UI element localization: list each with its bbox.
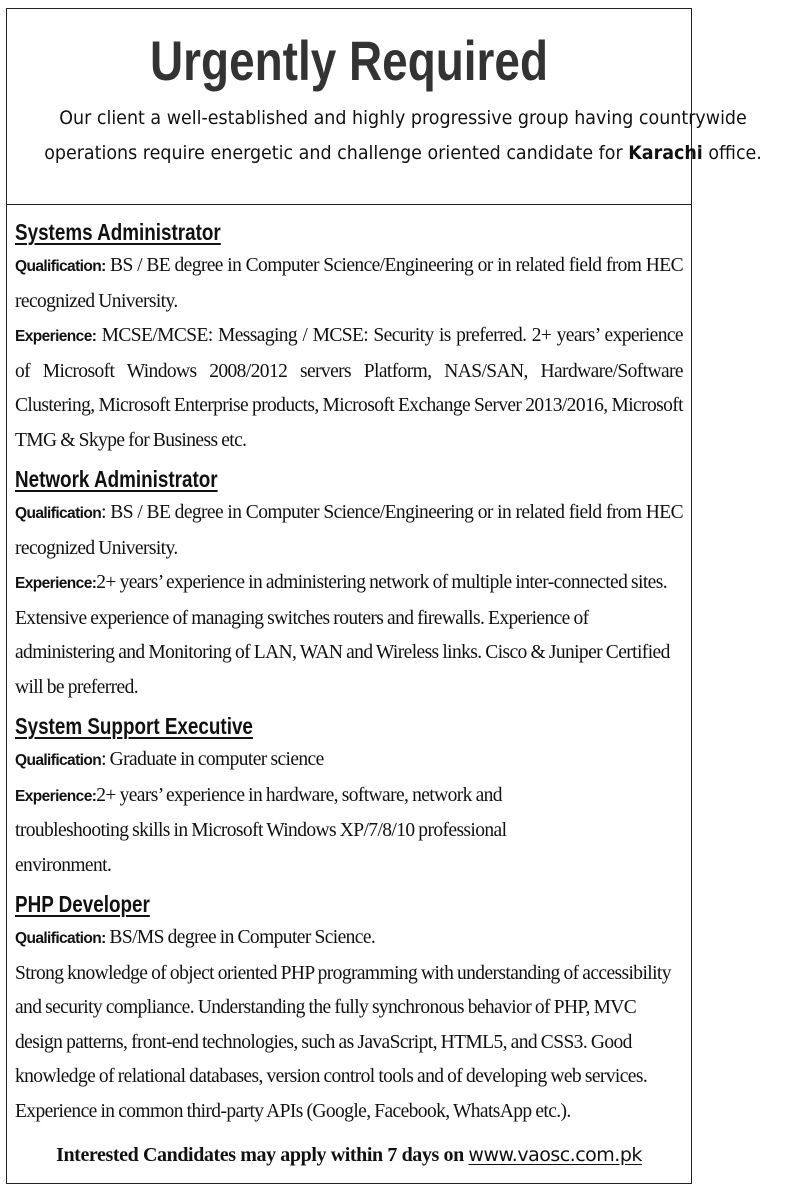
qualification [15, 921, 683, 957]
experience [15, 566, 683, 602]
job-description: Strong knowledge of object oriented PHP programming with understanding of accessibility and security compliance. Understanding the fully synchronous behavior of PHP, MVC design patterns, front-end technologies, such as JavaScript, HTML5, and CSS3. Good knowledge of relational databases, version control tools and of developing web services. Experience in common third-party APIs (Google, Facebook, WhatsApp etc.). [15, 962, 671, 1122]
job-systems-administrator [15, 215, 683, 458]
experience-label: Experience: [15, 787, 97, 805]
qualification-label: Qualification [15, 752, 102, 769]
apply-footer [7, 1144, 691, 1167]
qualification-label: Qualification: [15, 258, 106, 275]
intro-location: Karachi [628, 142, 703, 164]
page-title: Urgently Required [149, 29, 549, 92]
experience-label: Experience: [15, 328, 97, 345]
experience-label: Experience: [15, 575, 97, 592]
qualification-text: BS / BE degree in Computer Science/Engineering or in related field from HEC recognized University. [15, 255, 683, 312]
qualification-text: : BS / BE degree in Computer Science/Engineering or in related field from HEC recognized University. [15, 502, 683, 559]
experience [15, 319, 683, 458]
intro-line-2-end: office. [702, 142, 762, 164]
apply-text: Interested Candidates may apply within 7 days on [56, 1144, 469, 1166]
qualification [15, 249, 683, 319]
job-title: System Support Executive [15, 713, 253, 739]
intro-line-2: operations require energetic and challenge oriented candidate for [44, 142, 629, 164]
qualification-label: Qualification: [15, 930, 106, 947]
intro-text [7, 101, 762, 171]
qualification-text: : Graduate in computer science [101, 749, 324, 770]
job-title: Systems Administrator [15, 219, 221, 245]
additional-requirements: Extensive experience of managing switches routers and firewalls. Experience of administering and Monitoring of LAN, WAN and Wireless links. Cisco & Juniper Certified will be preferred. [15, 607, 670, 698]
job-network-administrator [15, 462, 683, 705]
intro-line-1: Our client a well-established and highly progressive group having countrywide [59, 107, 747, 129]
experience-text: 2+ years’ experience in administering network of multiple inter-connected sites. [96, 572, 667, 593]
job-advertisement [6, 8, 762, 1184]
qualification [15, 743, 683, 779]
experience-text: 2+ years’ experience in hardware, software, network and troubleshooting skills in Microsoft Windows XP/7/8/10 professional environment. [15, 784, 507, 876]
job-php-developer [15, 887, 683, 1129]
job-title: PHP Developer [15, 891, 150, 917]
job-system-support-executive [15, 709, 683, 883]
qualification [15, 496, 683, 566]
qualification-text: BS/MS degree in Computer Science. [105, 927, 376, 948]
experience-text: MCSE/MCSE: Messaging / MCSE: Security is preferred. 2+ years’ experience of Microsoft Windows 2008/2012 servers Platform, NAS/SAN, Hardware/Software Clustering, Microsoft Enterprise products, Microsoft Exchange Server 2013/2016, Microsoft TMG & Skype for Business etc. [15, 325, 683, 451]
experience [15, 779, 683, 884]
ad-body [7, 205, 691, 1129]
job-title: Network Administrator [15, 466, 218, 492]
website-link[interactable]: www.vaosc.com.pk [468, 1144, 642, 1166]
qualification-label: Qualification [15, 505, 102, 522]
ad-header [7, 9, 762, 205]
